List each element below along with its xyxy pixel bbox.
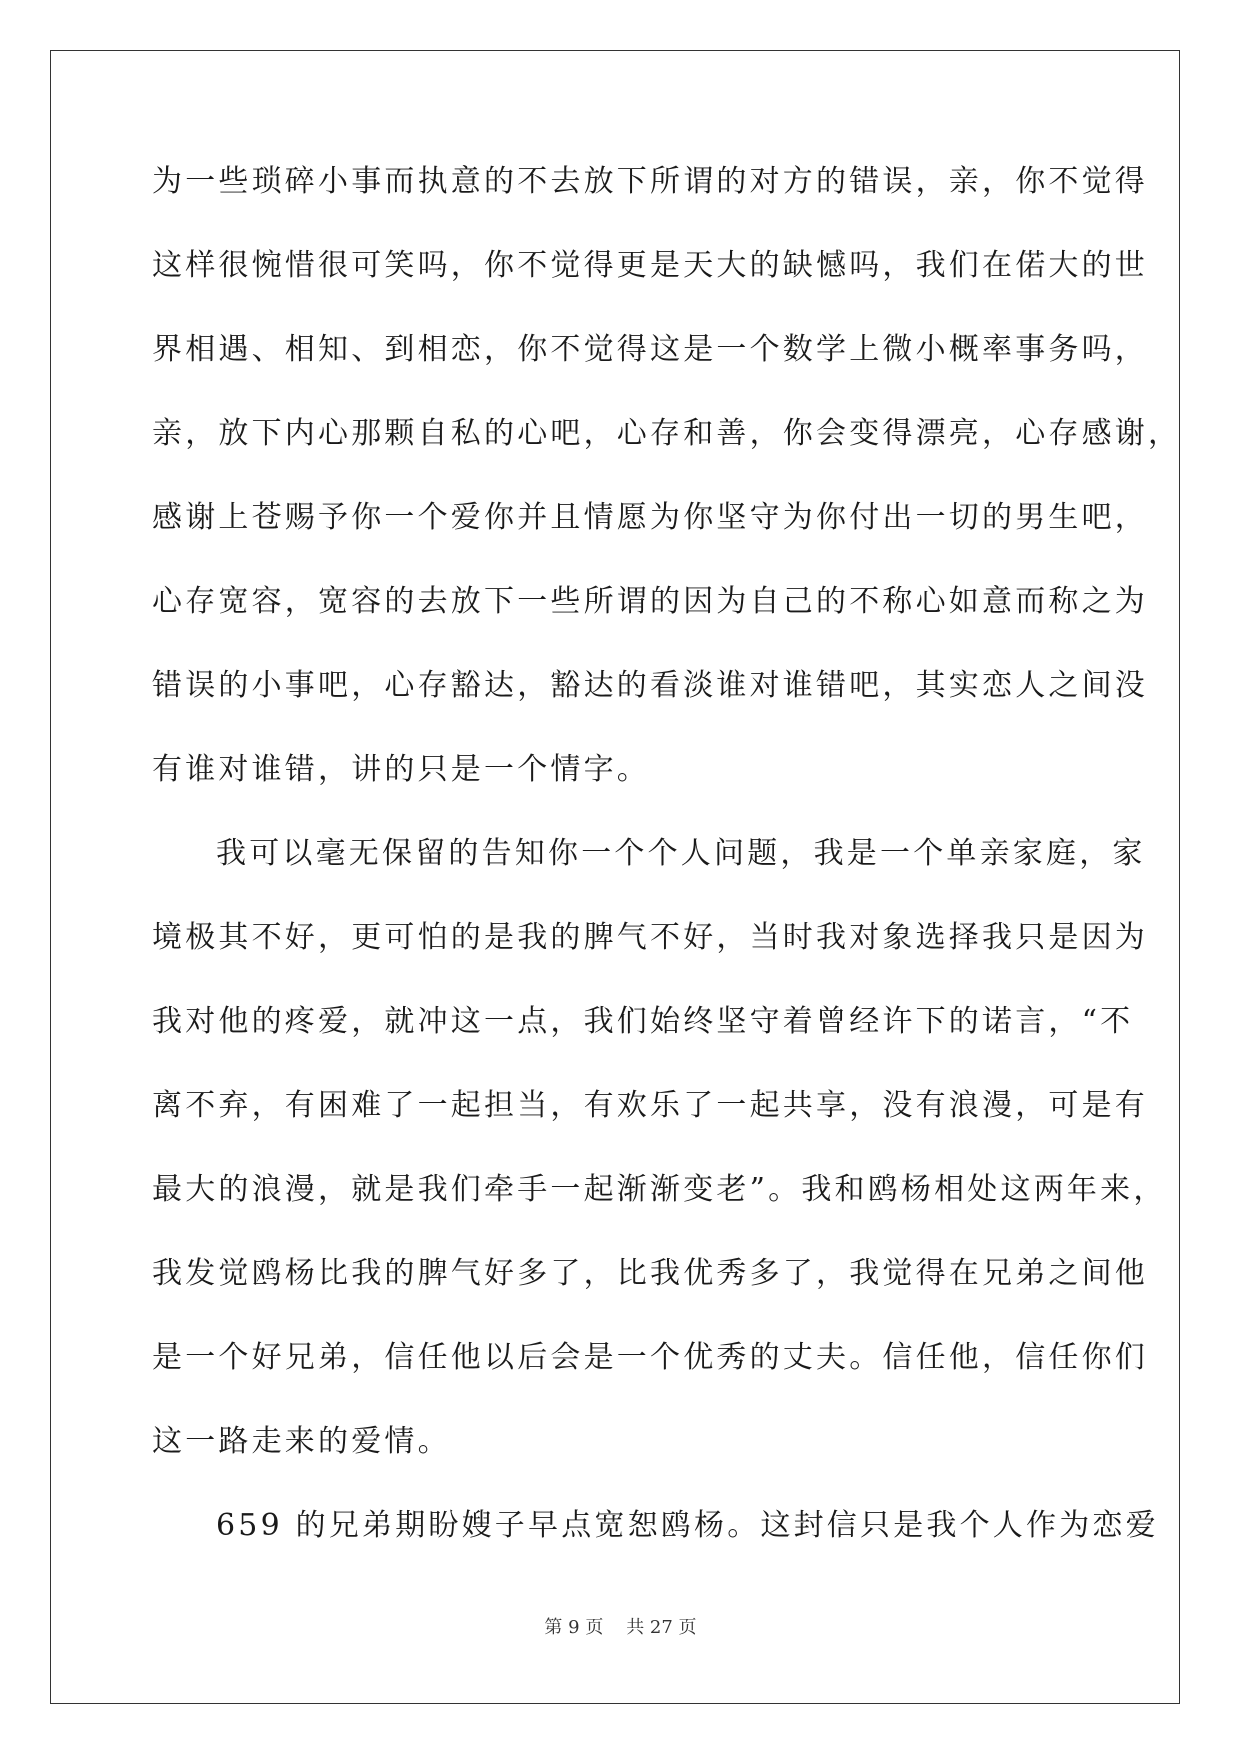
page-number-footer: 第 9 页 共 27 页 [544,1617,697,1638]
text-line: 心存宽容，宽容的去放下一些所谓的因为自己的不称心如意而称之为 [152,584,1148,619]
text-line: 离不弃，有困难了一起担当，有欢乐了一起共享，没有浪漫，可是有 [152,1088,1148,1123]
text-line: 感谢上苍赐予你一个爱你并且情愿为你坚守为你付出一切的男生吧， [152,500,1148,535]
text-line: 这一路走来的爱情。 [152,1424,451,1459]
text-line: 我对他的疼爱，就冲这一点，我们始终坚守着曾经许下的诺言，“不 [152,1004,1134,1039]
text-line: 界相遇、相知、到相恋，你不觉得这是一个数学上微小概率事务吗， [152,332,1148,367]
text-line: 最大的浪漫，就是我们牵手一起渐渐变老”。我和鸥杨相处这两年来， [152,1172,1167,1207]
text-line: 错误的小事吧，心存豁达，豁达的看淡谁对谁错吧，其实恋人之间没 [152,668,1148,703]
text-line: 有谁对谁错，讲的只是一个情字。 [152,752,650,787]
text-line: 境极其不好，更可怕的是我的脾气不好，当时我对象选择我只是因为 [152,920,1148,955]
document-body [152,162,1182,1590]
text-line: 我可以毫无保留的告知你一个个人问题，我是一个单亲家庭，家 [216,836,1146,871]
text-line: 这样很惋惜很可笑吗，你不觉得更是天大的缺憾吗，我们在偌大的世 [152,248,1148,283]
text-line: 亲，放下内心那颗自私的心吧，心存和善，你会变得漂亮，心存感谢， [152,416,1182,451]
text-line: 我发觉鸥杨比我的脾气好多了，比我优秀多了，我觉得在兄弟之间他 [152,1256,1148,1291]
text-line: 是一个好兄弟，信任他以后会是一个优秀的丈夫。信任他，信任你们 [152,1340,1148,1375]
text-line: 659 的兄弟期盼嫂子早点宽恕鸥杨。这封信只是我个人作为恋爱 [216,1508,1159,1543]
text-line: 为一些琐碎小事而执意的不去放下所谓的对方的错误，亲，你不觉得 [152,164,1148,199]
